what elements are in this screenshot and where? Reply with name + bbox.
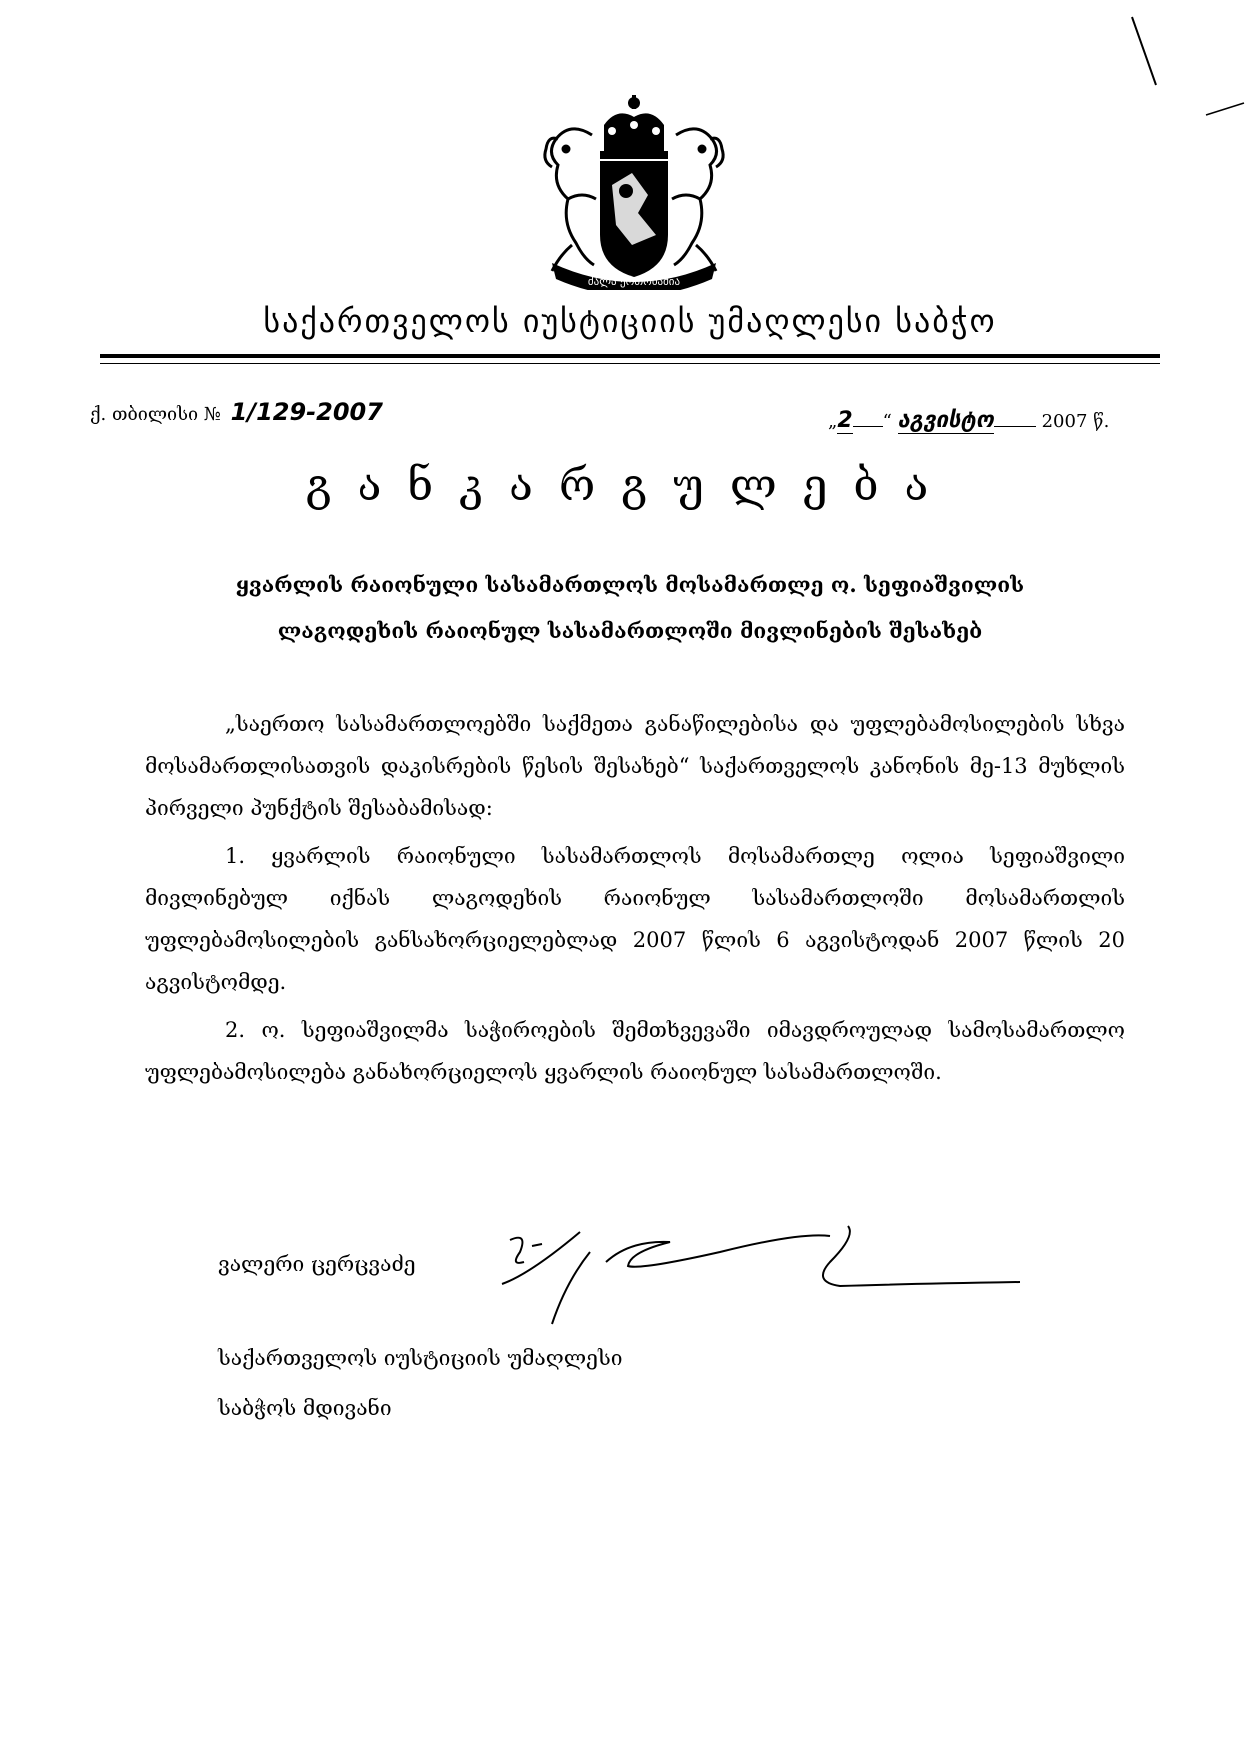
- subject-line: ყვარლის რაიონული სასამართლოს მოსამართლე ო. სეფიაშვილის: [235, 572, 1025, 597]
- item-paragraph: 1. ყვარლის რაიონული სასამართლოს მოსამართლე ოლია სეფიაშვილი მივლინებულ იქნას ლაგოდეხის რაიონულ სასამართლოში მოსამართლის უფლებამოსილების განსახორციელებლად 2007 წლის 6 აგვისტოდან 2007 წლის 20 აგვისტომდე.: [145, 844, 1125, 994]
- document-body: [145, 703, 1125, 1093]
- place-and-number: [90, 398, 383, 426]
- subject-line: ლაგოდეხის რაიონულ სასამართლოში მივლინების შესახებ: [277, 618, 983, 643]
- crown-icon: [600, 95, 668, 159]
- left-lion-icon: [545, 129, 596, 271]
- document-subject: [200, 562, 1060, 654]
- document-date: [828, 408, 1109, 434]
- header-divider-thin: [100, 363, 1160, 364]
- date-blank: [853, 426, 883, 427]
- date-suffix: წ.: [1093, 411, 1110, 432]
- pen-mark: [1120, 5, 1248, 125]
- date-close-quote: “: [882, 411, 892, 432]
- date-open-quote: „: [828, 411, 838, 432]
- date-month: აგვისტო: [897, 408, 994, 433]
- place: ქ. თბილისი: [90, 404, 199, 425]
- institution-title: საქართველოს იუსტიციის უმაღლესი საბჭო: [263, 302, 997, 340]
- emblem-motto: ძალა ერთობაშია: [587, 275, 681, 288]
- coat-of-arms-emblem: [512, 95, 757, 290]
- date-blank: [994, 426, 1036, 427]
- document-title: განკარგულება: [305, 460, 955, 511]
- signer-name: ვალერი ცერცვაძე: [218, 1252, 416, 1276]
- document-number: 1/129-2007: [230, 398, 383, 426]
- date-year: 2007: [1041, 411, 1088, 432]
- date-day: 2: [837, 408, 853, 433]
- header-divider-thick: [100, 354, 1160, 358]
- right-lion-icon: [672, 129, 723, 271]
- signer-position: საქართველოს იუსტიციის უმაღლესი: [218, 1346, 623, 1370]
- handwritten-signature: [480, 1222, 1040, 1347]
- preamble-paragraph: „საერთო სასამართლოებში საქმეთა განაწილებისა და უფლებამოსილების სხვა მოსამართლისათვის დაკისრების წესის შესახებ“ საქართველოს კანონის მე-13 მუხლის პირველი პუნქტის შესაბამისად:: [145, 712, 1125, 820]
- item-paragraph: 2. ო. სეფიაშვილმა საჭიროების შემთხვევაში იმავდროულად სამოსამართლო უფლებამოსილება განახორციელოს ყვარლის რაიონულ სასამართლოში.: [145, 1018, 1125, 1084]
- signer-position: საბჭოს მდივანი: [218, 1396, 392, 1420]
- number-sign: №: [203, 404, 221, 425]
